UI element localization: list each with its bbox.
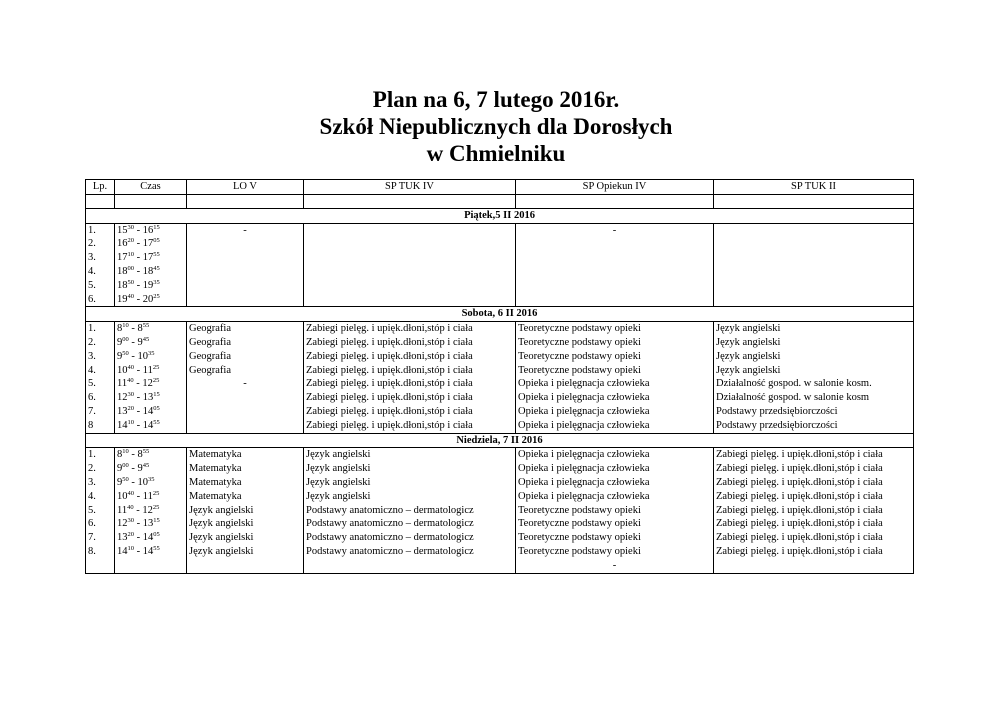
time-slot: $9^{50} - 10^{35}$ <box>117 349 155 362</box>
time-slot: $14^{10} - 14^{55}$ <box>117 418 160 431</box>
time-end-hour: 18 <box>142 265 154 277</box>
cell-line: Język angielski <box>189 518 254 530</box>
schedule-table <box>85 179 914 574</box>
time-start-hour: 18 <box>117 279 128 291</box>
time-end-hour: 17 <box>142 238 154 250</box>
time-start-minute: 40 <box>127 489 134 497</box>
time-start-hour: 12 <box>117 518 128 530</box>
time-slot: $10^{40} - 11^{25}$ <box>117 363 160 376</box>
cell-line: Zabiegi pielęg. i upięk.dłoni,stóp i ciała <box>716 476 883 488</box>
sp-tuk-ii-cell <box>714 448 914 573</box>
time-end-hour: 14 <box>142 545 154 557</box>
time-start-hour: 11 <box>117 504 128 516</box>
document-location: w Chmielniku <box>426 141 566 166</box>
day-label: Niedziela, 7 II 2016 <box>86 433 914 448</box>
blank-cell <box>187 194 304 208</box>
cell-line: Zabiegi pielęg. i upięk.dłoni,stóp i ciała <box>716 545 883 557</box>
time-start-hour: 19 <box>117 293 128 305</box>
header-sp-tuk-ii: SP TUK II <box>714 180 914 195</box>
cell-line: Zabiegi pielęg. i upięk.dłoni,stóp i ciała <box>306 364 473 376</box>
time-slot: $10^{40} - 11^{25}$ <box>117 489 160 502</box>
time-end-hour: 19 <box>142 279 154 291</box>
time-start-minute: 30 <box>127 391 134 399</box>
day-content-row <box>86 322 914 433</box>
time-start-minute: 10 <box>127 544 134 552</box>
cell-line: 5. <box>88 378 96 390</box>
time-end-minute: 25 <box>152 377 160 385</box>
cell-line: Teoretyczne podstawy opieki <box>518 336 641 348</box>
header-lp: Lp. <box>86 180 115 195</box>
time-end-minute: 15 <box>153 517 160 525</box>
time-end-minute: 25 <box>152 489 160 497</box>
time-end-minute: 55 <box>153 544 160 552</box>
time-start-hour: 8 <box>117 323 123 335</box>
day-content-row <box>86 448 914 573</box>
time-end-hour: 11 <box>142 490 153 502</box>
time-end-hour: 10 <box>137 476 148 488</box>
sp-opiekun-iv-cell <box>516 448 714 573</box>
header-sp-tuk-iv: SP TUK IV <box>304 180 516 195</box>
cell-line: 3. <box>88 350 96 362</box>
cell-line: 2. <box>88 238 96 250</box>
time-slot: $9^{00} - 9^{45}$ <box>117 335 150 348</box>
time-start-minute: 10 <box>127 418 134 426</box>
cell-line: 6. <box>88 518 96 530</box>
sp-tuk-ii-cell <box>714 223 914 307</box>
cell-line: 8 <box>88 419 94 431</box>
time-end-minute: 05 <box>153 531 160 539</box>
cell-line: 8. <box>88 545 96 557</box>
time-slot: $12^{30} - 13^{15}$ <box>117 517 160 530</box>
time-end-hour: 9 <box>137 463 143 475</box>
time-slot: $9^{00} - 9^{45}$ <box>117 462 150 475</box>
time-slot: $11^{40} - 12^{25}$ <box>117 503 160 516</box>
lo-v-cell <box>187 448 304 573</box>
cell-line: Język angielski <box>306 463 371 475</box>
lp-cell <box>86 448 115 573</box>
cell-line: Język angielski <box>306 449 371 461</box>
cell-line: Zabiegi pielęg. i upięk.dłoni,stóp i ciała <box>716 504 883 516</box>
cell-line: 5. <box>88 279 96 291</box>
cell-line: Zabiegi pielęg. i upięk.dłoni,stóp i ciała <box>306 419 473 431</box>
time-start-hour: 15 <box>117 224 128 236</box>
time-start-minute: 10 <box>122 322 129 330</box>
time-slot: $13^{20} - 14^{05}$ <box>117 404 160 417</box>
time-end-minute: 45 <box>153 264 160 272</box>
sp-opiekun-iv-cell <box>516 223 714 307</box>
time-end-minute: 25 <box>152 503 160 511</box>
blank-row <box>86 194 914 208</box>
time-end-minute: 55 <box>153 418 160 426</box>
time-end-hour: 9 <box>137 336 143 348</box>
time-end-hour: 16 <box>142 224 154 236</box>
cell-line: Opieka i pielęgnacja człowieka <box>518 405 650 417</box>
time-start-minute: 40 <box>127 377 134 385</box>
time-start-minute: 40 <box>127 503 134 511</box>
cell-line: Język angielski <box>189 545 254 557</box>
blank-cell <box>304 194 516 208</box>
blank-cell <box>115 194 187 208</box>
time-end-hour: 17 <box>142 252 154 264</box>
time-end-minute: 45 <box>142 335 150 343</box>
day-label: Sobota, 6 II 2016 <box>86 307 914 322</box>
cell-line: Geografia <box>189 364 231 376</box>
cell-line: - <box>612 559 617 571</box>
time-end-minute: 25 <box>152 363 160 371</box>
cell-line: Teoretyczne podstawy opieki <box>518 350 641 362</box>
cell-line: 1. <box>88 449 96 461</box>
lo-v-cell <box>187 322 304 433</box>
time-slot: $11^{40} - 12^{25}$ <box>117 377 160 390</box>
day-header-row <box>86 208 914 223</box>
day-content-row <box>86 223 914 307</box>
cell-line: 1. <box>88 323 96 335</box>
time-end-hour: 12 <box>142 504 153 516</box>
cell-line: Zabiegi pielęg. i upięk.dłoni,stóp i ciała <box>716 532 883 544</box>
cell-line: 6. <box>88 392 96 404</box>
cell-line: 4. <box>88 265 96 277</box>
time-slot: $8^{10} - 8^{55}$ <box>117 322 150 335</box>
cell-line: 2. <box>88 463 96 475</box>
time-end-minute: 35 <box>148 349 155 357</box>
time-slot: $19^{40} - 20^{25}$ <box>117 292 160 305</box>
cell-line: Język angielski <box>306 490 371 502</box>
sp-tuk-iv-cell <box>304 448 516 573</box>
time-end-minute: 25 <box>153 292 160 300</box>
cell-line: Opieka i pielęgnacja człowieka <box>518 463 650 475</box>
time-slot: $12^{30} - 13^{15}$ <box>117 391 160 404</box>
header-sp-opiekun-iv: SP Opiekun IV <box>516 180 714 195</box>
time-start-minute: 30 <box>127 517 134 525</box>
time-start-hour: 16 <box>117 238 128 250</box>
time-end-minute: 45 <box>142 462 150 470</box>
cell-line: Zabiegi pielęg. i upięk.dłoni,stóp i ciała <box>306 323 473 335</box>
cell-line: Opieka i pielęgnacja człowieka <box>518 476 650 488</box>
blank-cell <box>516 194 714 208</box>
time-start-minute: 50 <box>127 278 134 286</box>
document-subtitle: Szkół Niepublicznych dla Dorosłych <box>319 114 673 139</box>
cell-line: Matematyka <box>189 490 242 502</box>
time-slot: $18^{00} - 18^{45}$ <box>117 264 160 277</box>
time-end-minute: 05 <box>153 237 160 245</box>
day-header-row <box>86 307 914 322</box>
time-slot: $8^{10} - 8^{55}$ <box>117 448 150 461</box>
time-cell <box>115 223 187 307</box>
day-label: Piątek,5 II 2016 <box>86 208 914 223</box>
time-start-minute: 30 <box>127 223 134 231</box>
cell-line: Teoretyczne podstawy opieki <box>518 532 641 544</box>
time-start-minute: 40 <box>127 292 134 300</box>
time-end-minute: 55 <box>142 322 150 330</box>
time-start-minute: 40 <box>127 363 134 371</box>
cell-line: - <box>243 378 247 390</box>
cell-line: Zabiegi pielęg. i upięk.dłoni,stóp i ciała <box>306 350 473 362</box>
lo-v-cell <box>187 223 304 307</box>
cell-line: Język angielski <box>716 336 781 348</box>
lp-cell <box>86 322 115 433</box>
time-end-minute: 55 <box>153 251 160 259</box>
time-end-hour: 14 <box>142 405 154 417</box>
day-header-row <box>86 433 914 448</box>
time-start-hour: 14 <box>117 545 128 557</box>
time-start-hour: 9 <box>117 463 123 475</box>
cell-line: Język angielski <box>306 476 371 488</box>
time-slot: $15^{30} - 16^{15}$ <box>117 223 160 236</box>
time-start-hour: 13 <box>117 405 128 417</box>
cell-line: Zabiegi pielęg. i upięk.dłoni,stóp i ciała <box>716 449 883 461</box>
cell-line: Teoretyczne podstawy opieki <box>518 545 641 557</box>
time-start-minute: 20 <box>127 531 134 539</box>
cell-line: Opieka i pielęgnacja człowieka <box>518 449 650 461</box>
cell-line: Zabiegi pielęg. i upięk.dłoni,stóp i ciała <box>306 336 473 348</box>
time-end-hour: 8 <box>137 323 143 335</box>
time-start-minute: 00 <box>122 462 129 470</box>
cell-line: Geografia <box>189 336 231 348</box>
sp-opiekun-iv-cell <box>516 322 714 433</box>
time-start-minute: 00 <box>122 335 129 343</box>
time-end-hour: 13 <box>142 518 154 530</box>
time-end-hour: 14 <box>142 419 154 431</box>
time-slot: $18^{50} - 19^{35}$ <box>117 278 160 291</box>
time-end-minute: 55 <box>142 448 150 456</box>
time-start-hour: 9 <box>117 476 123 488</box>
header-row <box>86 180 914 195</box>
cell-line: 7. <box>88 405 96 417</box>
cell-line: Teoretyczne podstawy opieki <box>518 504 641 516</box>
cell-line: Teoretyczne podstawy opieki <box>518 518 641 530</box>
cell-line: 5. <box>88 504 96 516</box>
time-slot: $13^{20} - 14^{05}$ <box>117 531 160 544</box>
lp-cell <box>86 223 115 307</box>
time-start-minute: 50 <box>122 475 129 483</box>
time-start-minute: 20 <box>127 237 134 245</box>
time-end-hour: 20 <box>142 293 154 305</box>
time-start-hour: 18 <box>117 265 128 277</box>
cell-line: 4. <box>88 364 96 376</box>
time-start-minute: 10 <box>122 448 129 456</box>
time-end-hour: 11 <box>142 364 153 376</box>
cell-line: Podstawy anatomiczno – dermatologicz <box>306 532 474 544</box>
cell-line: Teoretyczne podstawy opieki <box>518 323 641 335</box>
cell-line: Działalność gospod. w salonie kosm. <box>716 378 872 390</box>
cell-line: Matematyka <box>189 463 242 475</box>
cell-line: Opieka i pielęgnacja człowieka <box>518 378 650 390</box>
time-start-hour: 8 <box>117 449 123 461</box>
time-start-hour: 11 <box>117 378 128 390</box>
cell-line: - <box>243 224 247 236</box>
document-title: Plan na 6, 7 lutego 2016r. <box>372 87 620 112</box>
cell-line: Podstawy przedsiębiorczości <box>716 405 838 417</box>
cell-line: Opieka i pielęgnacja człowieka <box>518 490 650 502</box>
sp-tuk-ii-cell <box>714 322 914 433</box>
cell-line: Język angielski <box>189 504 254 516</box>
time-start-hour: 14 <box>117 419 128 431</box>
cell-line: Teoretyczne podstawy opieki <box>518 364 641 376</box>
cell-line: 2. <box>88 336 96 348</box>
cell-line: Opieka i pielęgnacja człowieka <box>518 392 650 404</box>
time-slot: $16^{20} - 17^{05}$ <box>117 237 160 250</box>
blank-cell <box>86 194 115 208</box>
cell-line: 7. <box>88 532 96 544</box>
time-end-hour: 8 <box>137 449 143 461</box>
time-start-hour: 10 <box>117 364 128 376</box>
cell-line: Matematyka <box>189 449 242 461</box>
time-start-minute: 00 <box>127 264 134 272</box>
cell-line: Podstawy anatomiczno – dermatologicz <box>306 504 474 516</box>
sp-tuk-iv-cell <box>304 322 516 433</box>
cell-line: Geografia <box>189 323 231 335</box>
time-end-minute: 35 <box>148 475 155 483</box>
cell-line: 3. <box>88 252 96 264</box>
time-end-minute: 35 <box>153 278 160 286</box>
cell-line: Opieka i pielęgnacja człowieka <box>518 419 650 431</box>
time-start-minute: 20 <box>127 404 134 412</box>
cell-line: Zabiegi pielęg. i upięk.dłoni,stóp i ciała <box>306 378 473 390</box>
cell-line: 1. <box>88 224 96 236</box>
header-lo-v: LO V <box>187 180 304 195</box>
time-end-minute: 15 <box>153 223 160 231</box>
cell-line: Język angielski <box>716 350 781 362</box>
time-end-hour: 12 <box>142 378 153 390</box>
time-start-hour: 9 <box>117 350 123 362</box>
cell-line: - <box>612 224 617 236</box>
time-start-hour: 9 <box>117 336 123 348</box>
cell-line: 6. <box>88 293 96 305</box>
cell-line: Zabiegi pielęg. i upięk.dłoni,stóp i ciała <box>306 405 473 417</box>
time-slot: $14^{10} - 14^{55}$ <box>117 544 160 557</box>
time-start-minute: 50 <box>122 349 129 357</box>
cell-line: 3. <box>88 476 96 488</box>
time-end-minute: 15 <box>153 391 160 399</box>
cell-line: Zabiegi pielęg. i upięk.dłoni,stóp i ciała <box>716 490 883 502</box>
cell-line: Matematyka <box>189 476 242 488</box>
cell-line: Działalność gospod. w salonie kosm <box>716 392 870 404</box>
cell-line: Podstawy anatomiczno – dermatologicz <box>306 518 474 530</box>
header-czas: Czas <box>115 180 187 195</box>
cell-line: Podstawy anatomiczno – dermatologicz <box>306 545 474 557</box>
cell-line: Zabiegi pielęg. i upięk.dłoni,stóp i ciała <box>716 463 883 475</box>
sp-tuk-iv-cell <box>304 223 516 307</box>
time-end-hour: 10 <box>137 350 148 362</box>
cell-line: Zabiegi pielęg. i upięk.dłoni,stóp i ciała <box>306 392 473 404</box>
time-start-hour: 17 <box>117 252 128 264</box>
cell-line: Podstawy przedsiębiorczości <box>716 419 838 431</box>
time-slot: $17^{10} - 17^{55}$ <box>117 251 160 264</box>
cell-line: Język angielski <box>189 532 254 544</box>
time-start-hour: 12 <box>117 392 128 404</box>
cell-line: Język angielski <box>716 323 781 335</box>
time-slot: $9^{50} - 10^{35}$ <box>117 475 155 488</box>
time-end-hour: 13 <box>142 392 154 404</box>
time-cell <box>115 448 187 573</box>
time-start-hour: 10 <box>117 490 128 502</box>
time-end-minute: 05 <box>153 404 160 412</box>
time-start-hour: 13 <box>117 532 128 544</box>
time-cell <box>115 322 187 433</box>
time-end-hour: 14 <box>142 532 154 544</box>
cell-line: Zabiegi pielęg. i upięk.dłoni,stóp i ciała <box>716 518 883 530</box>
cell-line: Język angielski <box>716 364 781 376</box>
cell-line: Geografia <box>189 350 231 362</box>
blank-cell <box>714 194 914 208</box>
time-start-minute: 10 <box>127 251 134 259</box>
cell-line: 4. <box>88 490 96 502</box>
